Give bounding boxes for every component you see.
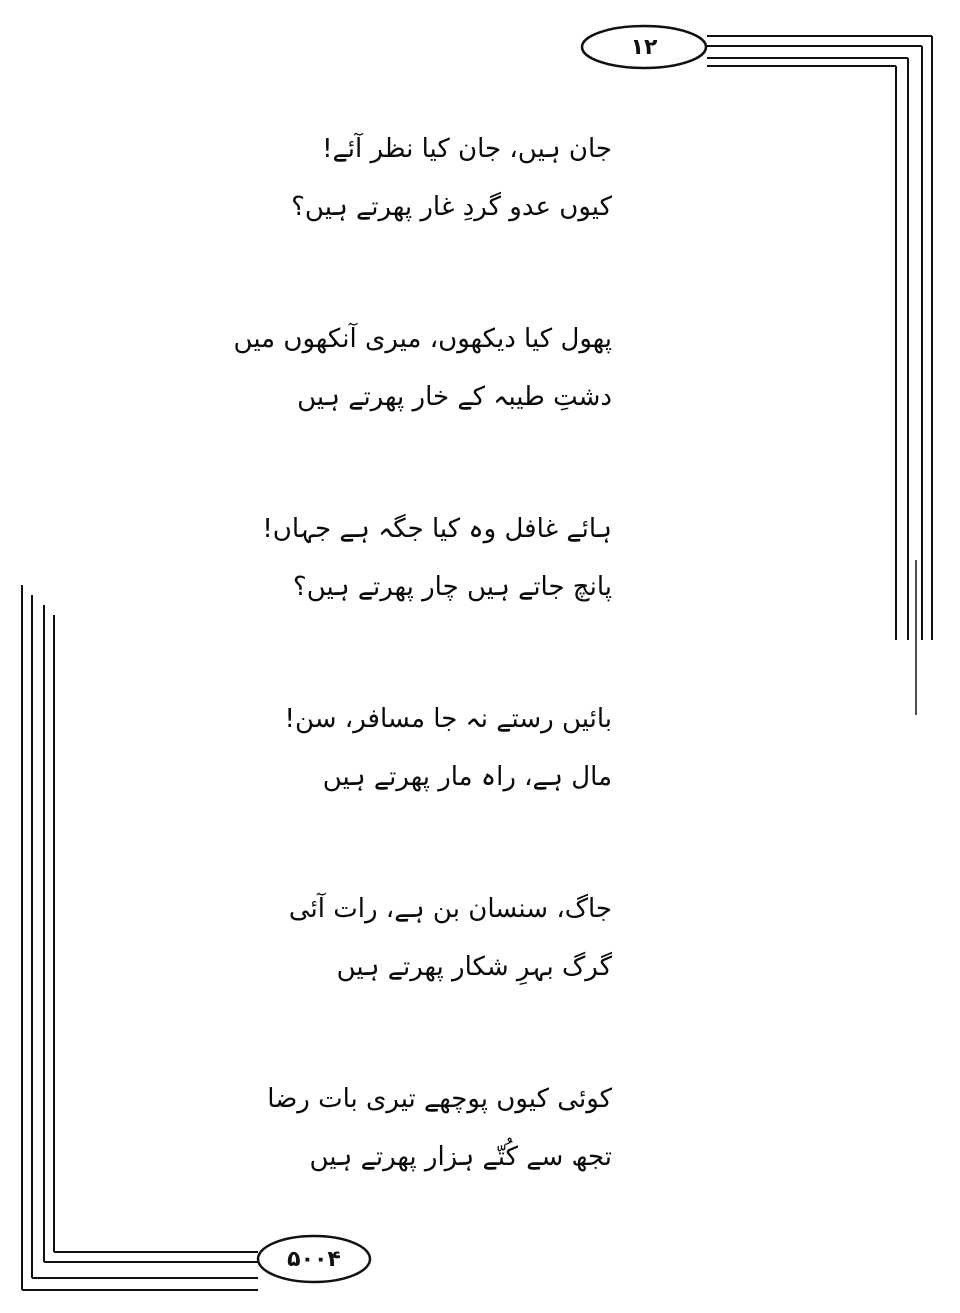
verse-line: ہائے غافل وہ کیا جگہ ہے جہاں!: [262, 514, 612, 544]
stanza: [250, 500, 650, 690]
page-number-top: ۱۲: [630, 34, 658, 60]
verse-line: کوئی کیوں پوچھے تیری بات رضا: [267, 1084, 612, 1114]
verse-line: کیوں عدو گردِ غار پھرتے ہیں؟: [291, 192, 612, 222]
verse-line: پانچ جاتے ہیں چار پھرتے ہیں؟: [292, 572, 612, 602]
verse-line: جان ہیں، جان کیا نظر آئے!: [322, 134, 612, 164]
verse-line: پھول کیا دیکھوں، میری آنکھوں میں: [233, 324, 612, 354]
stanza: [250, 690, 650, 880]
poem: [233, 120, 650, 1260]
verse-line: جاگ، سنسان بن ہے، رات آئی: [288, 894, 612, 924]
verse-line: گرگ بہرِ شکار پھرتے ہیں: [336, 952, 612, 982]
verse-line: مال ہے، راہ مار پھرتے ہیں: [322, 762, 612, 792]
verse-line: بائیں رستے نہ جا مسافر، سن!: [284, 704, 612, 734]
verse-line: دشتِ طیبہ کے خار پھرتے ہیں: [297, 382, 612, 412]
stanza: [250, 880, 650, 1070]
stanza: [250, 1070, 650, 1260]
stanza: [233, 310, 650, 500]
verse-line: تجھ سے کُتّے ہزار پھرتے ہیں: [309, 1142, 612, 1172]
stanza: [250, 120, 650, 310]
page-number-bottom: ۵۰۰۴: [287, 1246, 341, 1272]
